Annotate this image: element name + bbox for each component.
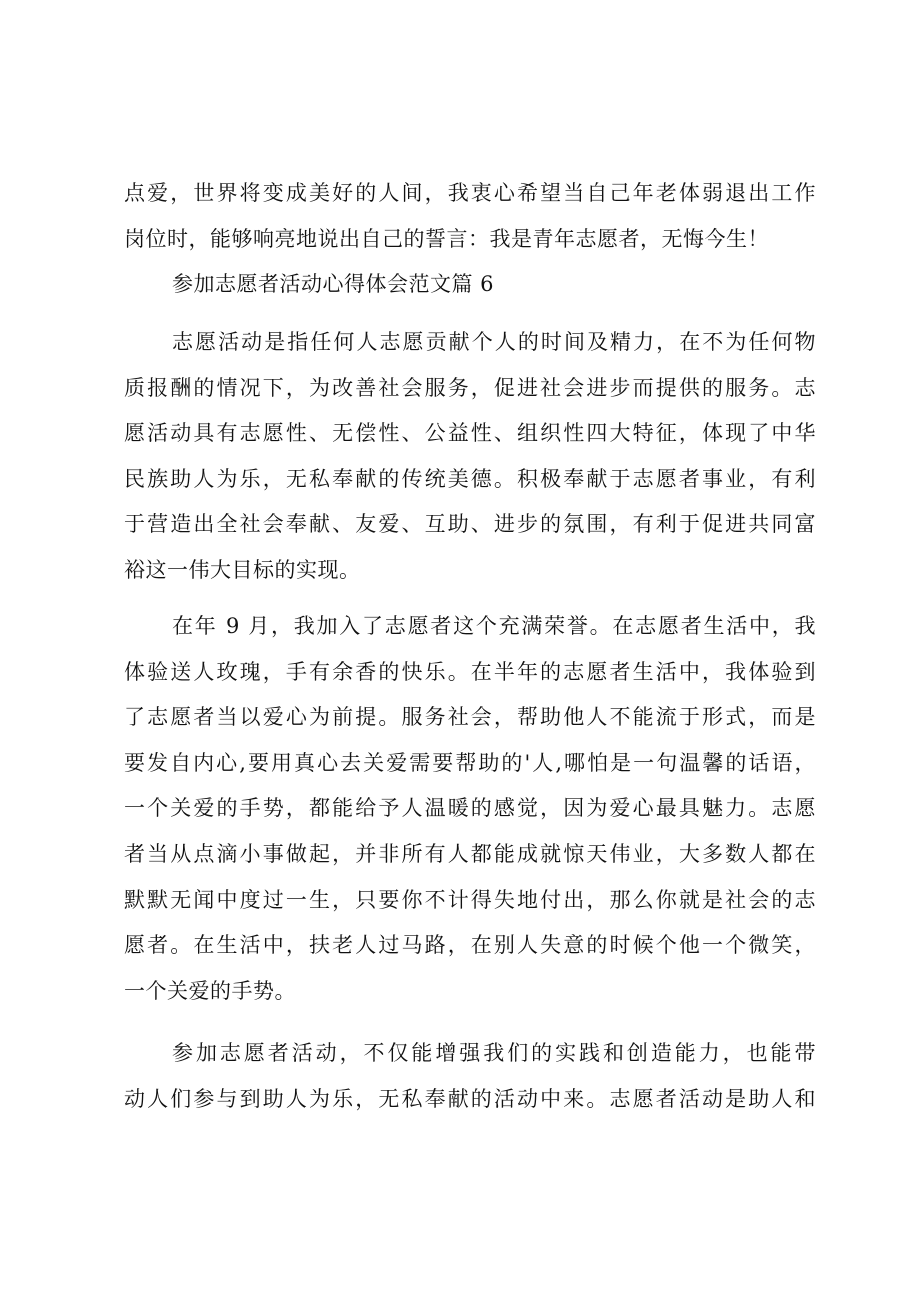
paragraph-line: 愿活动具有志愿性、无偿性、公益性、组织性四大特征，体现了中华 [124,421,816,446]
paragraph-line: 在年 9 月，我加入了志愿者这个充满荣誉。在志愿者生活中，我 [172,614,816,638]
paragraph-1 [124,320,816,594]
paragraph-line: 裕这一伟大目标的实现。 [124,557,361,582]
section-heading-block [124,262,816,308]
paragraph-2 [124,604,816,1014]
continued-paragraph [124,171,816,262]
paragraph-line: 岗位时，能够响亮地说出自己的誓言：我是青年志愿者，无悔今生！ [124,226,769,251]
paragraph-line: 要发自内心,要用真心去关爱需要帮助的'人,哪怕是一句温馨的话语， [124,750,816,775]
paragraph-line: 志愿活动是指任何人志愿贡献个人的时间及精力，在不为任何物 [172,330,816,354]
section-heading: 参加志愿者活动心得体会范文篇 6 [172,272,495,296]
paragraph-line: 民族助人为乐，无私奉献的传统美德。积极奉献于志愿者事业，有利 [124,466,816,491]
paragraph-line: 了志愿者当以爱心为前提。服务社会，帮助他人不能流于形式，而是 [124,705,816,730]
paragraph-line: 于营造出全社会奉献、友爱、互助、进步的氛围，有利于促进共同富 [124,512,816,537]
paragraph-line: 默默无闻中度过一生，只要你不计得失地付出，那么你就是社会的志 [124,887,816,912]
paragraph-line: 一个关爱的手势。 [124,978,296,1003]
paragraph-line: 一个关爱的手势，都能给予人温暖的感觉，因为爱心最具魅力。志愿 [124,796,816,821]
paragraph-line: 参加志愿者活动，不仅能增强我们的实践和创造能力，也能带 [172,1041,816,1065]
paragraph-line: 者当从点滴小事做起，并非所有人都能成就惊天伟业，大多数人都在 [124,841,816,866]
paragraph-3 [124,1031,816,1122]
paragraph-line: 动人们参与到助人为乐，无私奉献的活动中来。志愿者活动是助人和 [124,1086,816,1111]
paragraph-line: 质报酬的情况下，为改善社会服务，促进社会进步而提供的服务。志 [124,375,816,400]
paragraph-line: 点爱，世界将变成美好的人间，我衷心希望当自己年老体弱退出工作 [124,181,816,205]
paragraph-line: 体验送人玫瑰，手有余香的快乐。在半年的志愿者生活中，我体验到 [124,659,816,684]
paragraph-line: 愿者。在生活中，扶老人过马路，在别人失意的时候个他一个微笑， [124,933,816,958]
